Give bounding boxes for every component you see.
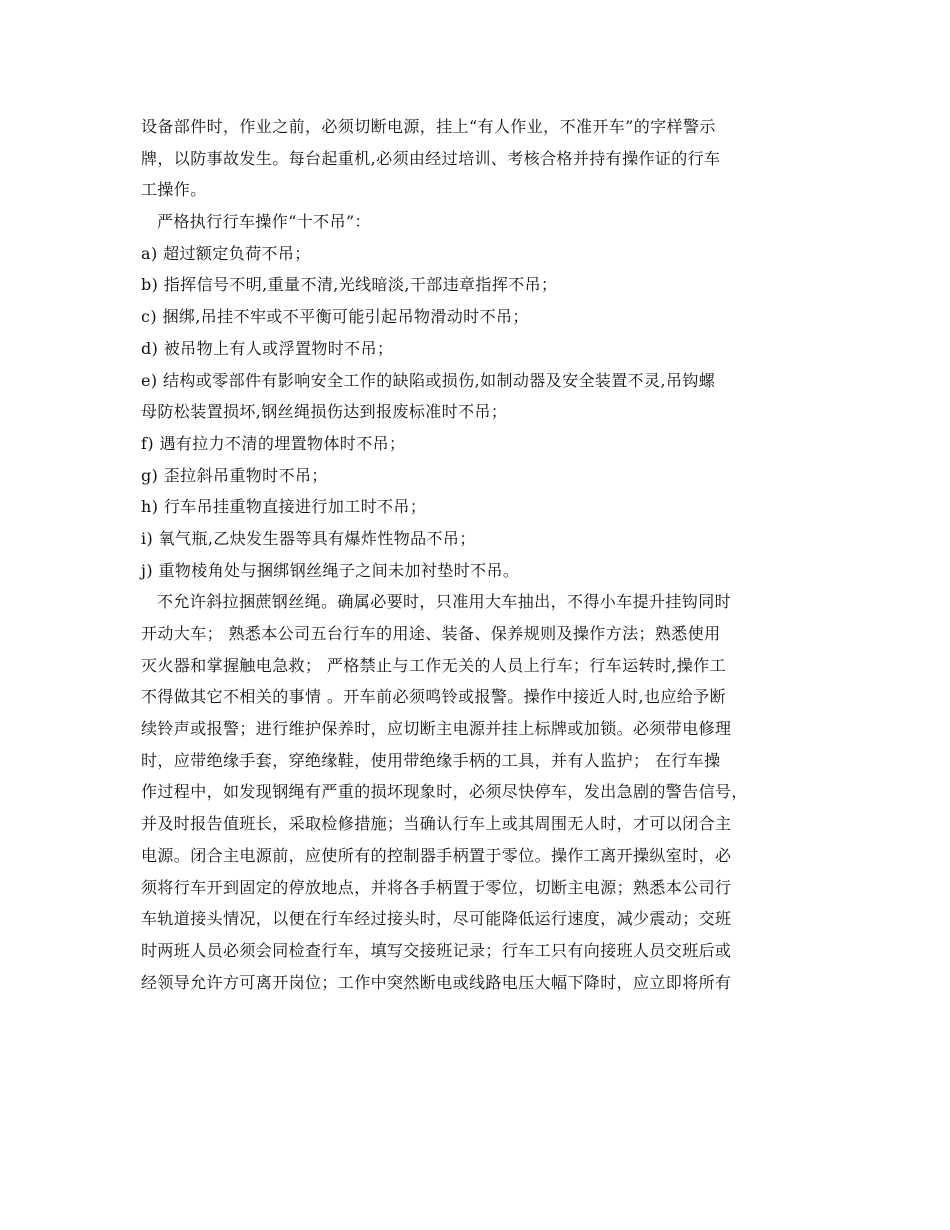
body-text	[141, 111, 821, 998]
paragraph-line: 不允许斜拉捆蔗钢丝绳。确属必要时，只准用大车抽出，不得小车提升挂钩同时	[157, 592, 732, 612]
list-item: c) 捆绑,吊挂不牢或不平衡可能引起吊物滑动时不吊；	[141, 307, 529, 327]
list-item: g) 歪拉斜吊重物时不吊；	[141, 465, 328, 485]
list-item: a) 超过额定负荷不吊；	[141, 243, 311, 263]
paragraph-line: 开动大车； 熟悉本公司五台行车的用途、装备、保养规则及操作方法；熟悉使用	[141, 624, 721, 643]
list-item: b) 指挥信号不明,重量不清,光线暗淡,干部违章指挥不吊；	[141, 275, 558, 295]
list-item-continuation: 母防松装置损坏,钢丝绳损伤达到报废标准时不吊；	[141, 402, 508, 422]
list-item: e) 结构或零部件有影响安全工作的缺陷或损伤,如制动器及安全装置不灵,吊钩螺	[141, 370, 716, 390]
paragraph-line: 车轨道接头情况，以便在行车经过接头时，尽可能降低运行速度，减少震动；交班	[141, 909, 732, 929]
paragraph-line: 经领导允许方可离开岗位；工作中突然断电或线路电压大幅下降时，应立即将所有	[141, 972, 732, 992]
paragraph-line: 电源。闭合主电源前，应使所有的控制器手柄置于零位。操作工离开操纵室时，必	[141, 845, 732, 865]
paragraph-line: 并及时报告值班长，采取检修措施；当确认行车上或其周围无人时，才可以闭合主	[141, 814, 732, 834]
paragraph-line: 作过程中，如发现钢绳有严重的损坏现象时，必须尽快停车，发出急剧的警告信号，	[141, 782, 748, 802]
section-heading: 严格执行行车操作“十不吊”：	[157, 212, 371, 232]
paragraph-line: 时两班人员必须会同检查行车，填写交接班记录；行车工只有向接班人员交班后或	[141, 940, 732, 960]
paragraph-line: 须将行车开到固定的停放地点，并将各手柄置于零位，切断主电源；熟悉本公司行	[141, 877, 732, 897]
text-line: 牌，以防事故发生。每台起重机,必须由经过培训、考核合格并持有操作证的行车	[141, 148, 721, 168]
list-item: d) 被吊物上有人或浮置物时不吊；	[141, 338, 394, 358]
list-item: f) 遇有拉力不清的埋置物体时不吊；	[141, 433, 406, 453]
list-item: h) 行车吊挂重物直接进行加工时不吊；	[141, 497, 427, 517]
list-item: j) 重物棱角处与捆绑钢丝绳子之间未加衬垫时不吊。	[141, 560, 520, 580]
paragraph-line: 灭火器和掌握触电急救； 严格禁止与工作无关的人员上行车；行车运转时,操作工	[141, 655, 726, 675]
list-item: i) 氧气瓶,乙炔发生器等具有爆炸性物品不吊；	[141, 528, 476, 548]
paragraph-line: 时，应带绝缘手套，穿绝缘鞋，使用带绝缘手柄的工具，并有人监护； 在行车操	[141, 750, 721, 770]
text-line: 设备部件时，作业之前，必须切断电源，挂上“有人作业，不准开车”的字样警示	[141, 117, 716, 136]
paragraph-line: 不得做其它不相关的事情 。开车前必须鸣铃或报警。操作中接近人时,也应给予断	[141, 687, 726, 707]
paragraph-line: 续铃声或报警；进行维护保养时，应切断主电源并挂上标牌或加锁。必须带电修理	[141, 719, 732, 739]
text-line: 工操作。	[141, 180, 207, 200]
